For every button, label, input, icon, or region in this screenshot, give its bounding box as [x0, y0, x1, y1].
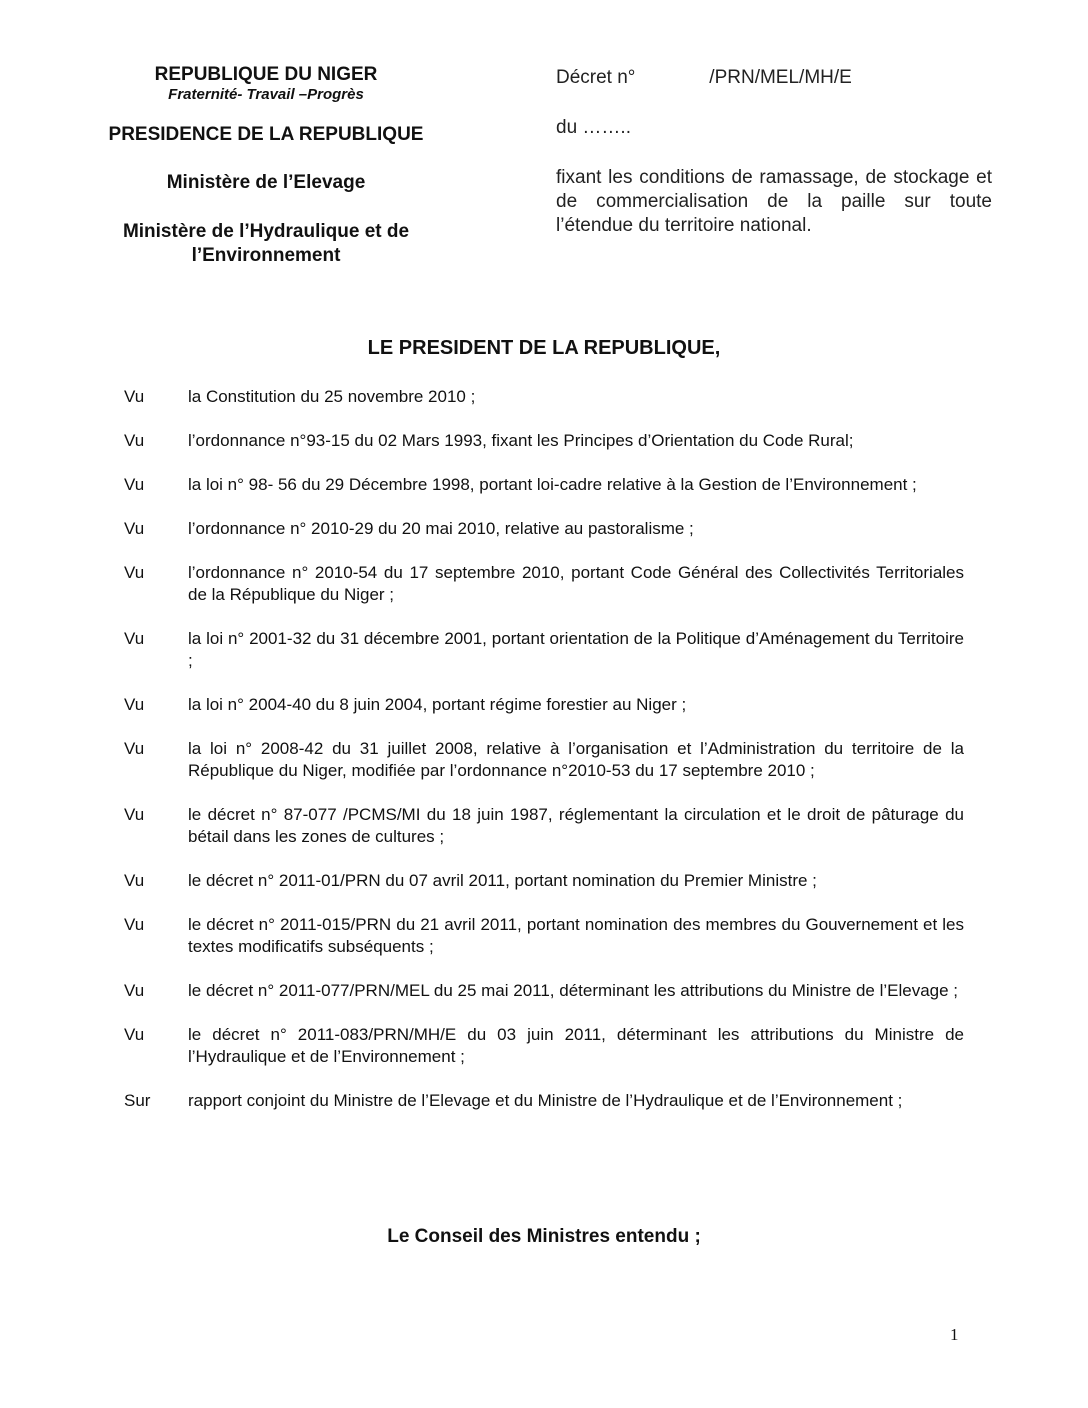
visa-item [124, 562, 964, 606]
header-left [80, 64, 452, 268]
visa-text: l’ordonnance n° 2010-54 du 17 septembre 2010, portant Code Général des Collectivités Territoriales de la République du Niger ; [188, 563, 964, 604]
visa-text: l’ordonnance n°93-15 du 02 Mars 1993, fixant les Principes d’Orientation du Code Rural; [188, 431, 854, 450]
visa-item [124, 386, 964, 408]
presidency-heading: PRESIDENCE DE LA REPUBLIQUE [108, 124, 424, 145]
visa-list [124, 386, 964, 1134]
header-right [556, 66, 992, 238]
visa-label: Vu [124, 981, 145, 1000]
visa-text: le décret n° 87-077 /PCMS/MI du 18 juin 1987, réglementant la circulation et le droit de pâturage du bétail dans les zones de cultures ; [188, 805, 964, 846]
ministry-hydraulique [80, 220, 452, 268]
visa-text: la loi n° 2004-40 du 8 juin 2004, portant régime forestier au Niger ; [188, 695, 687, 714]
visa-label: Vu [124, 739, 145, 758]
visa-text: le décret n° 2011-083/PRN/MH/E du 03 juin 2011, déterminant les attributions du Ministre de l’Hydraulique et de l’Environnement ; [188, 1025, 964, 1066]
visa-label: Vu [124, 387, 145, 406]
visa-label: Vu [124, 431, 145, 450]
visa-text: le décret n° 2011-077/PRN/MEL du 25 mai 2011, déterminant les attributions du Ministre de l’Elevage ; [188, 981, 959, 1000]
page-number: 1 [950, 1325, 959, 1344]
national-motto: Fraternité- Travail –Progrès [168, 86, 364, 103]
visa-item [124, 870, 964, 892]
ministry-elevage: Ministère de l’Elevage [166, 172, 366, 193]
visa-item [124, 980, 964, 1002]
visa-text: la loi n° 2008-42 du 31 juillet 2008, relative à l’organisation et l’Administration du territoire de la République du Niger, modifiée par l’ordonnance n°2010-53 du 17 septembre 2010 ; [188, 739, 964, 780]
visa-item [124, 804, 964, 848]
ministry-hydraulique-line1: Ministère de l’Hydraulique et de [122, 221, 410, 242]
visa-label: Vu [124, 1025, 145, 1044]
visa-text: le décret n° 2011-01/PRN du 07 avril 2011, portant nomination du Premier Ministre ; [188, 871, 817, 890]
visa-label: Vu [124, 695, 145, 714]
president-title: LE PRESIDENT DE LA REPUBLIQUE, [367, 337, 721, 359]
country-name: REPUBLIQUE DU NIGER [154, 64, 378, 85]
visa-label: Vu [124, 563, 145, 582]
visa-item [124, 738, 964, 782]
visa-text: le décret n° 2011-015/PRN du 21 avril 2011, portant nomination des membres du Gouvernement et les textes modificatifs subséquents ; [188, 915, 964, 956]
visa-label: Vu [124, 915, 145, 934]
visa-label: Vu [124, 475, 145, 494]
visa-item [124, 914, 964, 958]
visa-item [124, 1090, 964, 1112]
visa-text: l’ordonnance n° 2010-29 du 20 mai 2010, relative au pastoralisme ; [188, 519, 694, 538]
visa-label: Vu [124, 519, 145, 538]
visa-text: la Constitution du 25 novembre 2010 ; [188, 387, 476, 406]
decree-number: Décret n° /PRN/MEL/MH/E [556, 67, 852, 88]
visa-text: la loi n° 98- 56 du 29 Décembre 1998, portant loi-cadre relative à la Gestion de l’Environnement ; [188, 475, 917, 494]
visa-text: rapport conjoint du Ministre de l’Elevage et du Ministre de l’Hydraulique et de l’Environnement ; [188, 1091, 903, 1110]
decree-object: fixant les conditions de ramassage, de stockage et de commercialisation de la paille sur toute l’étendue du territoire national. [556, 167, 992, 236]
visa-label: Vu [124, 629, 145, 648]
visa-label: Vu [124, 805, 145, 824]
visa-item [124, 518, 964, 540]
visa-item [124, 1024, 964, 1068]
visa-label: Vu [124, 871, 145, 890]
decree-date: du …….. [556, 117, 631, 138]
ministry-hydraulique-line2: l’Environnement [191, 245, 341, 266]
visa-label: Sur [124, 1091, 151, 1110]
visa-item [124, 628, 964, 672]
visa-item [124, 430, 964, 452]
visa-item [124, 694, 964, 716]
visa-text: la loi n° 2001-32 du 31 décembre 2001, portant orientation de la Politique d’Aménagement du Territoire ; [188, 629, 964, 670]
visa-item [124, 474, 964, 496]
council-statement: Le Conseil des Ministres entendu ; [387, 1226, 701, 1247]
